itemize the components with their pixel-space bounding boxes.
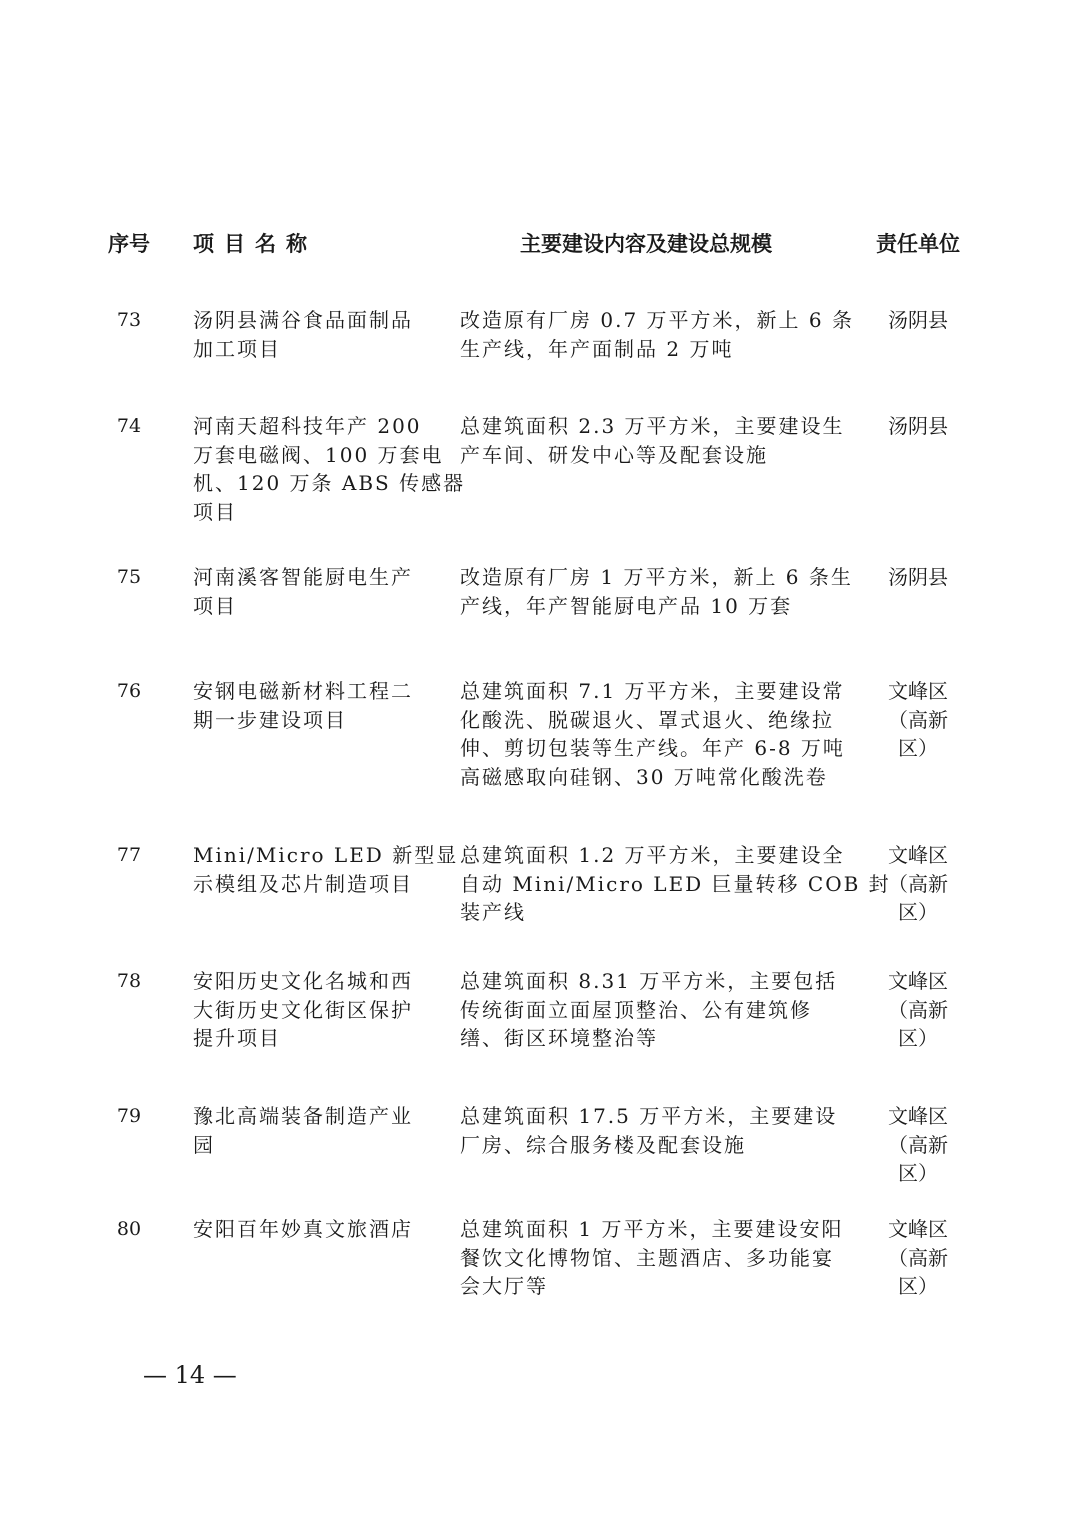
- row-content: [460, 841, 891, 927]
- row-seq: 76: [116, 680, 142, 702]
- row-unit-line: 汤阴县: [888, 565, 948, 589]
- row-unit: [872, 1215, 964, 1301]
- row-unit-line: 区）: [898, 736, 938, 760]
- row-content-line: 总建筑面积 8.31 万平方米，主要包括: [460, 969, 838, 993]
- row-unit-line: 汤阴县: [888, 414, 948, 438]
- row-unit: [872, 677, 964, 763]
- row-content-line: 产车间、研发中心等及配套设施: [460, 442, 768, 467]
- row-content-line: 化酸洗、脱碳退火、罩式退火、绝缘拉: [460, 707, 834, 732]
- row-content: [460, 1215, 844, 1301]
- row-project-name-line: 项目: [193, 499, 237, 524]
- row-unit-line: 文峰区: [888, 843, 948, 867]
- row-content-line: 高磁感取向硅钢、30 万吨常化酸洗卷: [460, 764, 828, 789]
- row-content-line: 总建筑面积 1 万平方米，主要建设安阳: [460, 1217, 844, 1241]
- row-project-name-line: 汤阴县满谷食品面制品: [193, 308, 413, 332]
- row-seq: 78: [116, 970, 142, 992]
- row-content-line: 会大厅等: [460, 1274, 548, 1298]
- row-content-line: 缮、街区环境整治等: [460, 1026, 658, 1050]
- row-content: [460, 1102, 838, 1159]
- row-unit-line: （高新: [888, 707, 948, 732]
- row-content: [460, 677, 845, 791]
- row-unit-line: （高新: [888, 997, 948, 1022]
- row-project-name-line: 安钢电磁新材料工程二: [193, 679, 413, 703]
- row-unit: [872, 967, 964, 1053]
- row-content-line: 改造原有厂房 1 万平方米，新上 6 条生: [460, 565, 853, 589]
- row-project-name: [193, 306, 423, 363]
- row-project-name: [193, 1102, 423, 1159]
- row-project-name-line: 示模组及芯片制造项目: [193, 871, 413, 896]
- row-unit-line: （高新: [888, 1132, 948, 1157]
- row-unit-line: 文峰区: [888, 1217, 948, 1241]
- row-project-name-line: 园: [193, 1132, 215, 1157]
- row-project-name-line: 安阳历史文化名城和西: [193, 969, 413, 993]
- row-unit-line: 区）: [898, 1026, 938, 1050]
- row-unit-line: 文峰区: [888, 679, 948, 703]
- row-unit-line: 汤阴县: [888, 308, 948, 332]
- row-seq: 79: [116, 1105, 142, 1127]
- row-project-name: [193, 412, 466, 526]
- row-project-name: [193, 1215, 423, 1244]
- row-content-line: 自动 Mini/Micro LED 巨量转移 COB 封: [460, 871, 891, 896]
- row-project-name-line: 项目: [193, 593, 237, 618]
- row-content: [460, 563, 853, 620]
- row-project-name-line: 万套电磁阀、100 万套电: [193, 442, 444, 467]
- row-project-name-line: 机、120 万条 ABS 传感器: [193, 471, 466, 495]
- row-unit: [872, 1102, 964, 1188]
- page-number: — 14 —: [143, 1361, 237, 1389]
- row-project-name: [193, 563, 423, 620]
- row-content-line: 改造原有厂房 0.7 万平方米，新上 6 条: [460, 308, 854, 332]
- row-seq: 75: [116, 566, 142, 588]
- row-content-line: 产线，年产智能厨电产品 10 万套: [460, 593, 793, 618]
- row-project-name-line: 期一步建设项目: [193, 707, 347, 732]
- row-unit-line: 文峰区: [888, 969, 948, 993]
- row-content-line: 装产线: [460, 900, 526, 924]
- row-project-name-line: 河南溪客智能厨电生产: [193, 565, 413, 589]
- row-project-name-line: 豫北高端装备制造产业: [193, 1104, 413, 1128]
- row-content-line: 总建筑面积 1.2 万平方米，主要建设全: [460, 843, 845, 867]
- row-content-line: 总建筑面积 7.1 万平方米，主要建设常: [460, 679, 845, 703]
- row-seq: 77: [116, 844, 142, 866]
- row-project-name: [193, 841, 459, 898]
- row-unit-line: 区）: [898, 1274, 938, 1298]
- row-unit-line: 文峰区: [888, 1104, 948, 1128]
- row-project-name-line: 河南天超科技年产 200: [193, 414, 422, 438]
- header-seq: 序号: [108, 232, 150, 256]
- row-content-line: 总建筑面积 17.5 万平方米，主要建设: [460, 1104, 838, 1128]
- row-project-name-line: 提升项目: [193, 1026, 281, 1050]
- row-project-name: [193, 677, 423, 734]
- row-content: [460, 306, 854, 363]
- row-unit: [872, 841, 964, 927]
- row-unit: [872, 306, 964, 335]
- row-content-line: 生产线，年产面制品 2 万吨: [460, 336, 734, 361]
- row-project-name-line: 大街历史文化街区保护: [193, 997, 413, 1022]
- row-project-name: [193, 967, 423, 1053]
- row-content: [460, 967, 838, 1053]
- row-unit-line: 区）: [898, 1161, 938, 1185]
- table-header: [0, 226, 1080, 262]
- row-content-line: 总建筑面积 2.3 万平方米，主要建设生: [460, 414, 845, 438]
- row-seq: 74: [116, 415, 142, 437]
- row-seq: 73: [116, 309, 142, 331]
- row-project-name-line: 安阳百年妙真文旅酒店: [193, 1217, 413, 1241]
- row-project-name-line: Mini/Micro LED 新型显: [193, 843, 459, 867]
- row-seq: 80: [116, 1218, 142, 1240]
- header-unit: 责任单位: [876, 232, 960, 256]
- row-content-line: 餐饮文化博物馆、主题酒店、多功能宴: [460, 1245, 834, 1270]
- row-unit-line: 区）: [898, 900, 938, 924]
- row-unit-line: （高新: [888, 1245, 948, 1270]
- row-content-line: 传统街面立面屋顶整治、公有建筑修: [460, 997, 812, 1022]
- row-content-line: 厂房、综合服务楼及配套设施: [460, 1132, 746, 1157]
- row-project-name-line: 加工项目: [193, 336, 281, 361]
- row-unit: [872, 563, 964, 592]
- row-unit-line: （高新: [888, 871, 948, 896]
- header-name: 项目名称: [193, 232, 317, 256]
- row-unit: [872, 412, 964, 441]
- row-content-line: 伸、剪切包装等生产线。年产 6-8 万吨: [460, 736, 845, 760]
- header-content: 主要建设内容及建设总规模: [520, 232, 772, 256]
- row-content: [460, 412, 845, 469]
